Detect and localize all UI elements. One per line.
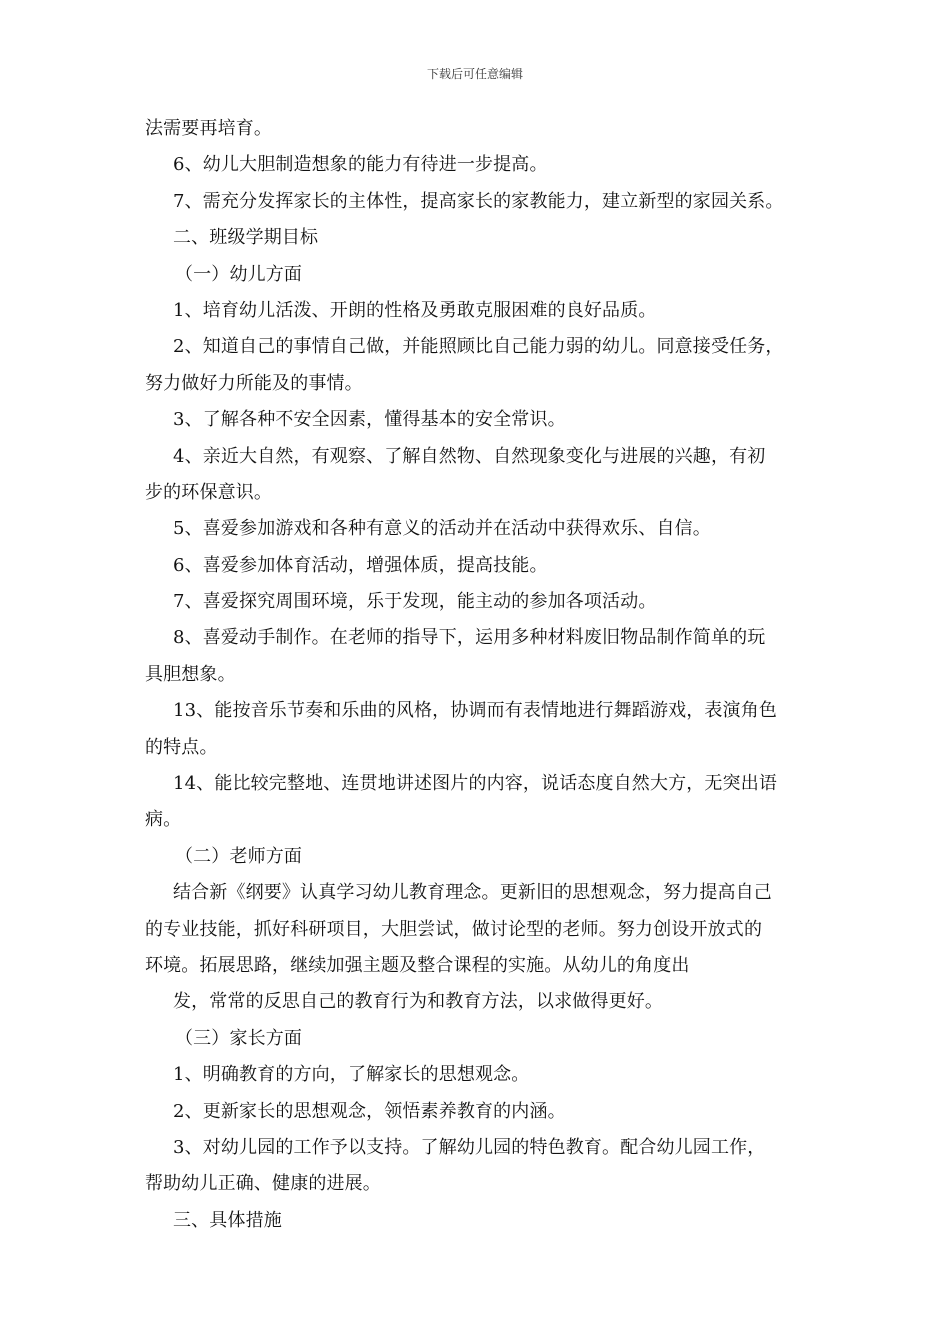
text-line: 法需要再培育。 <box>145 118 273 139</box>
text-line: 2、知道自己的事情自己做，并能照顾比自己能力弱的幼儿。同意接受任务， <box>173 336 784 358</box>
text-line: 步的环保意识。 <box>145 481 273 503</box>
text-line: 结合新《纲要》认真学习幼儿教育理念。更新旧的思想观念，努力提高自己 <box>173 882 772 904</box>
text-line: 3、了解各种不安全因素，懂得基本的安全常识。 <box>173 409 566 431</box>
text-line: 14、能比较完整地、连贯地讲述图片的内容，说话态度自然大方，无突出语 <box>173 773 778 795</box>
text-line: 3、对幼儿园的工作予以支持。了解幼儿园的特色教育。配合幼儿园工作， <box>173 1136 766 1158</box>
text-line: 1、培育幼儿活泼、开朗的性格及勇敢克服困难的良好品质。 <box>173 299 657 321</box>
text-line: 的专业技能，抓好科研项目，大胆尝试，做讨论型的老师。努力创设开放式的 <box>145 918 763 940</box>
document-body <box>145 117 809 1245</box>
subsection-heading: （二）老师方面 <box>175 845 303 867</box>
text-line: 7、喜爱探究周围环境，乐于发现，能主动的参加各项活动。 <box>173 591 657 613</box>
page-header-note: 下载后可任意编辑 <box>426 67 523 81</box>
text-line: 5、喜爱参加游戏和各种有意义的活动并在活动中获得欢乐、自信。 <box>173 518 711 540</box>
text-line: 病。 <box>145 809 182 831</box>
text-line: 4、亲近大自然，有观察、了解自然物、自然现象变化与进展的兴趣，有初 <box>173 445 766 467</box>
text-line: 的特点。 <box>145 736 218 758</box>
text-line: 努力做好力所能及的事情。 <box>145 372 363 394</box>
section-heading: 二、班级学期目标 <box>173 227 319 249</box>
subsection-heading: （三）家长方面 <box>175 1027 303 1049</box>
text-line: 6、幼儿大胆制造想象的能力有待进一步提高。 <box>173 154 548 176</box>
section-heading: 三、具体措施 <box>173 1209 282 1231</box>
text-line: 帮助幼儿正确、健康的进展。 <box>145 1173 381 1195</box>
text-line: 13、能按音乐节奏和乐曲的风格，协调而有表情地进行舞蹈游戏，表演角色 <box>173 700 778 722</box>
text-line: 发，常常的反思自己的教育行为和教育方法，以求做得更好。 <box>173 991 664 1013</box>
text-line: 1、明确教育的方向，了解家长的思想观念。 <box>173 1064 530 1086</box>
text-line: 6、喜爱参加体育活动，增强体质，提高技能。 <box>173 554 548 576</box>
text-line: 2、更新家长的思想观念，领悟素养教育的内涵。 <box>173 1100 566 1122</box>
text-line: 7、需充分发挥家长的主体性，提高家长的家教能力，建立新型的家园关系。 <box>173 190 784 212</box>
text-line: 具胆想象。 <box>145 663 236 685</box>
subsection-heading: （一）幼儿方面 <box>175 263 303 285</box>
text-line: 8、喜爱动手制作。在老师的指导下，运用多种材料废旧物品制作简单的玩 <box>173 627 766 649</box>
text-line: 环境。拓展思路，继续加强主题及整合课程的实施。从幼儿的角度出 <box>145 954 690 976</box>
